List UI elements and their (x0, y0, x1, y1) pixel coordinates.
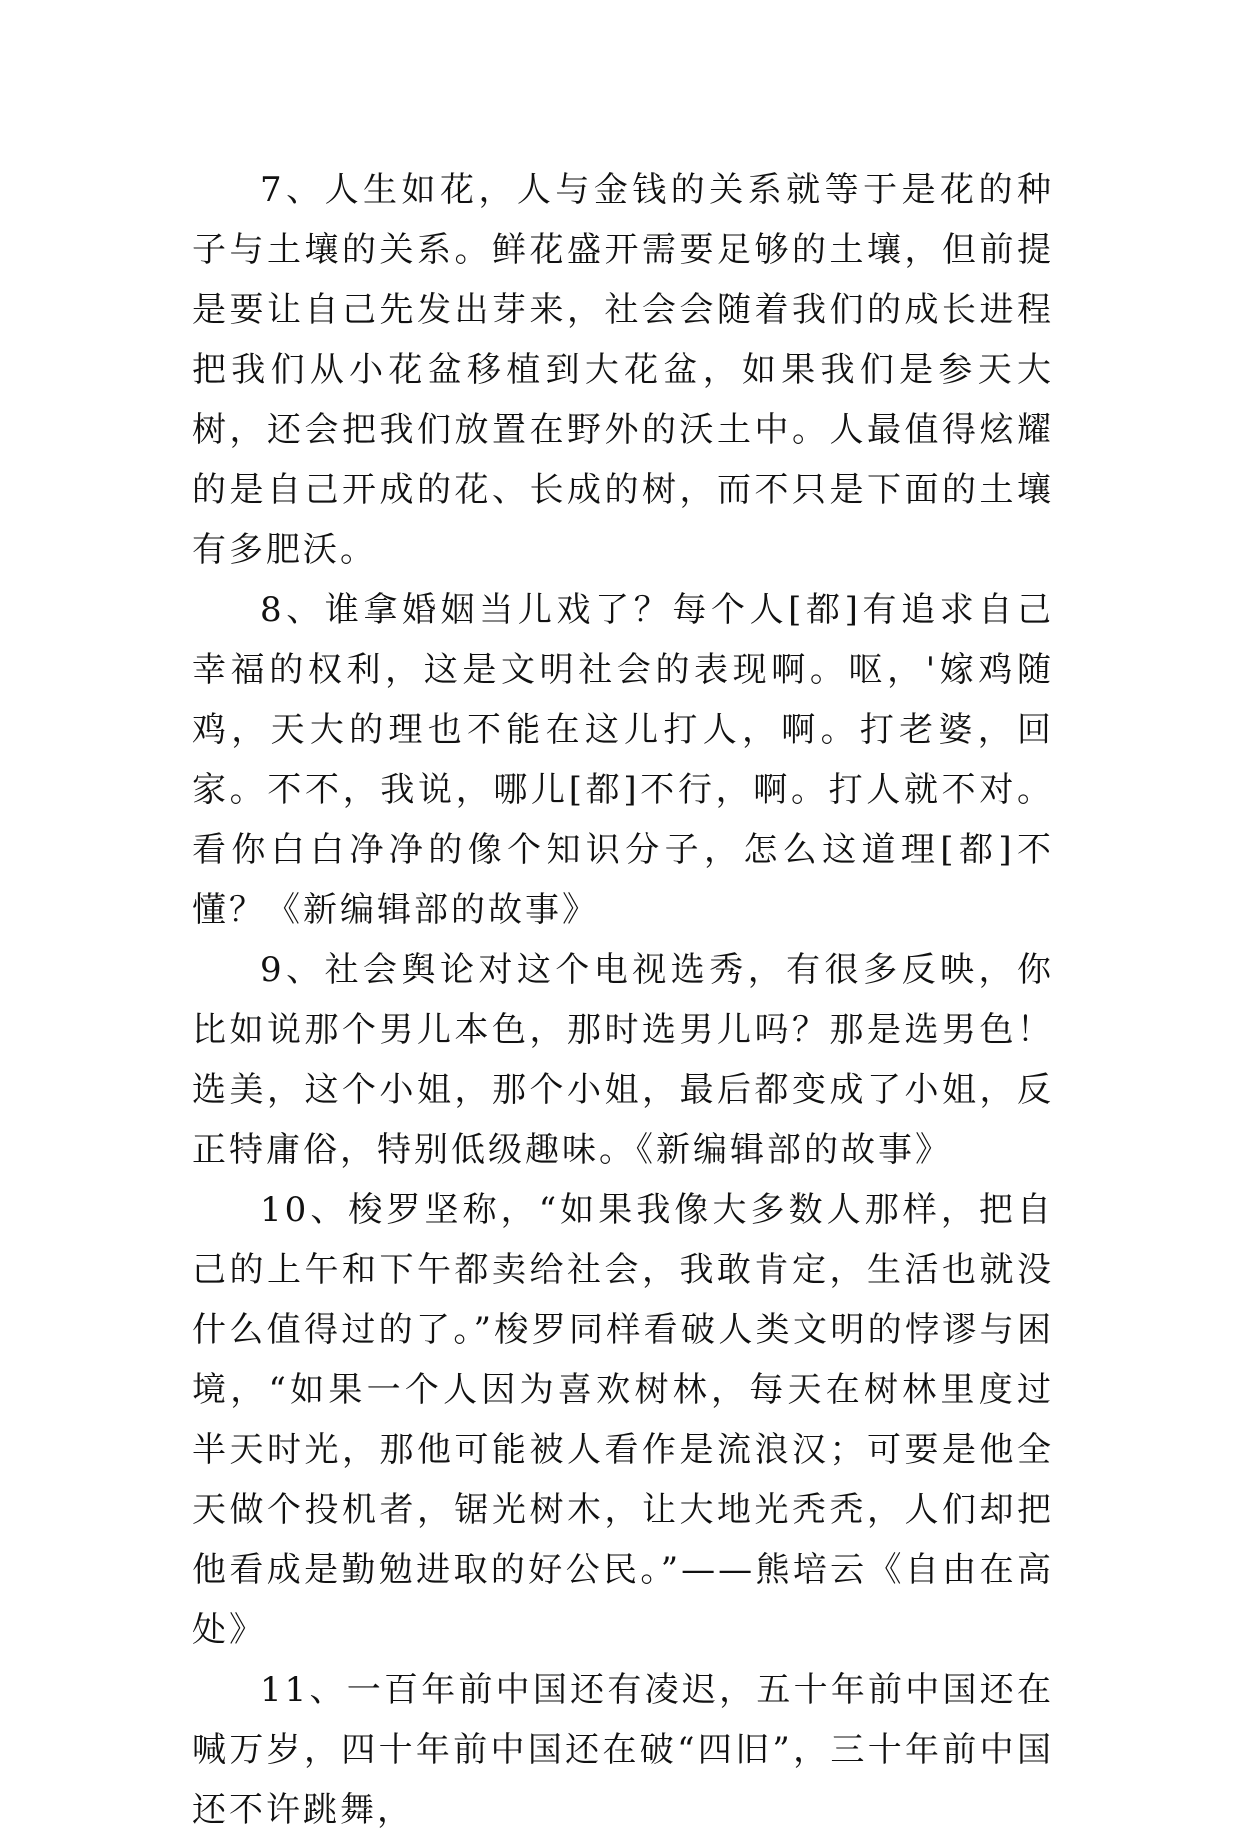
document-body (192, 160, 1054, 1840)
paragraph-7: 7、人生如花，人与金钱的关系就等于是花的种子与土壤的关系。鲜花盛开需要足够的土壤，但前提是要让自己先发出芽来，社会会随着我们的成长进程把我们从小花盆移植到大花盆，如果我们是参天大树，还会把我们放置在野外的沃土中。人最值得炫耀的是自己开成的花、长成的树，而不只是下面的土壤有多肥沃。 (192, 170, 1054, 570)
paragraph-10: 10、梭罗坚称，“如果我像大多数人那样，把自己的上午和下午都卖给社会，我敢肯定，生活也就没什么值得过的了。”梭罗同样看破人类文明的悖谬与困境，“如果一个人因为喜欢树林，每天在树林里度过半天时光，那他可能被人看作是流浪汉；可要是他全天做个投机者，锯光树木，让大地光秃秃，人们却把他看成是勤勉进取的好公民。”——熊培云《自由在高处》 (192, 1190, 1054, 1650)
paragraph-11: 11、一百年前中国还有凌迟，五十年前中国还在喊万岁，四十年前中国还在破“四旧”，三十年前中国还不许跳舞， (192, 1670, 1054, 1830)
paragraph-8: 8、谁拿婚姻当儿戏了？每个人[都]有追求自己幸福的权利，这是文明社会的表现啊。呕，'嫁鸡随鸡，天大的理也不能在这儿打人，啊。打老婆，回家。不不，我说，哪儿[都]不行，啊。打人就不对。看你白白净净的像个知识分子，怎么这道理[都]不懂？《新编辑部的故事》 (192, 590, 1054, 930)
paragraph-9: 9、社会舆论对这个电视选秀，有很多反映，你比如说那个男儿本色，那时选男儿吗？那是选男色！选美，这个小姐，那个小姐，最后都变成了小姐，反正特庸俗，特别低级趣味。《新编辑部的故事》 (192, 950, 1054, 1170)
